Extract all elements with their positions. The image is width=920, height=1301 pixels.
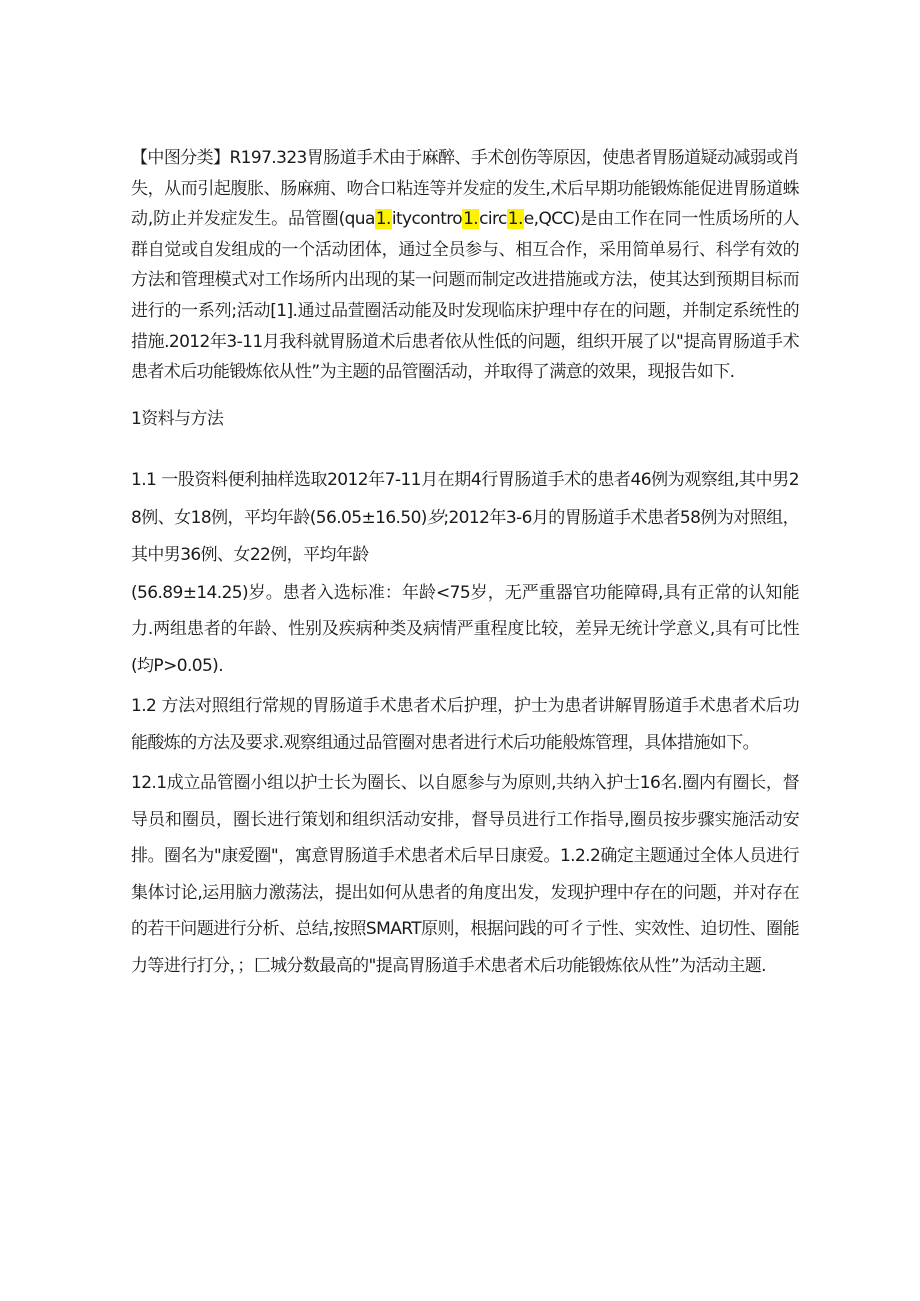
abstract-text-4: e,QCC)是由工作在同一性质场所的人群自觉或自发组成的一个活动团体，通过全员参与、相互合作，采用简单易行、科学有效的方法和管理模式对工作场所内出现的某一问题而制定改进措施或方法，使其达到预期目标而进行的一系列;活动[1].通过品萱圈活动能及时发现临床护理中存在的问题，并制定系统性的措施.2012年3-11月我科就胃肠道术后患者依从性低的问题，组织开展了以"提高胃肠道手术患者术后功能锻炼依从性”为主题的品管圈活动，并取得了满意的效果，现报告如下. [131, 209, 799, 383]
section-1-1-continuation: (56.89±14.25)岁。患者入选标准：年龄<75岁，无严重器官功能障碍,具有正常的认知能力.两组患者的年龄、性别及疾病种类及病情严重程度比较，差异无统计学意义,具有可比性(均P>0.05). [131, 582, 799, 676]
abstract-paragraph [131, 143, 799, 388]
highlight-mark-3: 1. [507, 209, 523, 230]
section-1-1-text-1: 1.1 一股资料便利抽样选取2012年7-11月在期4行胃肠道手术的患者46例为观察组,其中男28例、女18例，平均年龄(56.05±16.50) [131, 470, 799, 528]
abstract-text-1: 【中图分类】R197.323胃肠道手术由于麻醉、手术创伤等原因，使患者胃肠道疑动减弱或肖失，从而引起腹胀、肠麻痈、吻合口粘连等并发症的发生,术后早期功能锻炼能促进胃肠道蛛动,防止并发症发生。品管圈(qua [131, 148, 799, 230]
abstract-text-3: circ [479, 209, 507, 230]
highlight-mark-1: 1. [375, 209, 391, 230]
section-1-1-text-2: ;2012年3-6月的胃肠道手术患者58例为对照组，其中男36例、女22例，平均年龄 [131, 507, 799, 566]
age-unit-text: 岁 [426, 507, 444, 528]
section-1-1-paragraph [131, 462, 799, 575]
section-heading: 1资料与方法 [131, 408, 224, 429]
highlight-mark-2: 1. [463, 209, 479, 230]
abstract-text-2: itycontro [391, 209, 463, 230]
section-1-2-1-paragraph: 12.1成立品管圈小组以护士长为圈长、以自愿参与为原则,共纳入护士16名.圈内有圈长，督导员和圈员，圈长进行策划和组织活动安排，督导员进行工作指导,圈员按步骤实施活动安排。圈名为"康爱圈"，寓意胃肠道手术患者术后早日康爱。1.2.2确定主题通过全体人员进行集体讨论,运用脑力激荡法，提出如何从患者的角度出发，发现护理中存在的问题，并对存在的若干问题进行分析、总结,按照SMART原则，根据问践的可彳亍性、实效性、迫切性、圈能力等进行打分，；匚城分数最高的"提高胃肠道手术患者术后功能锻炼依从性”为活动主题. [131, 773, 799, 976]
section-1-2-paragraph: 1.2 方法对照组行常规的胃肠道手术患者术后护理，护士为患者讲解胃肠道手术患者术后功能酸炼的方法及要求.观察组通过品管圈对患者进行术后功能般炼管理，具体措施如下。 [131, 696, 799, 753]
document-body [131, 143, 799, 984]
